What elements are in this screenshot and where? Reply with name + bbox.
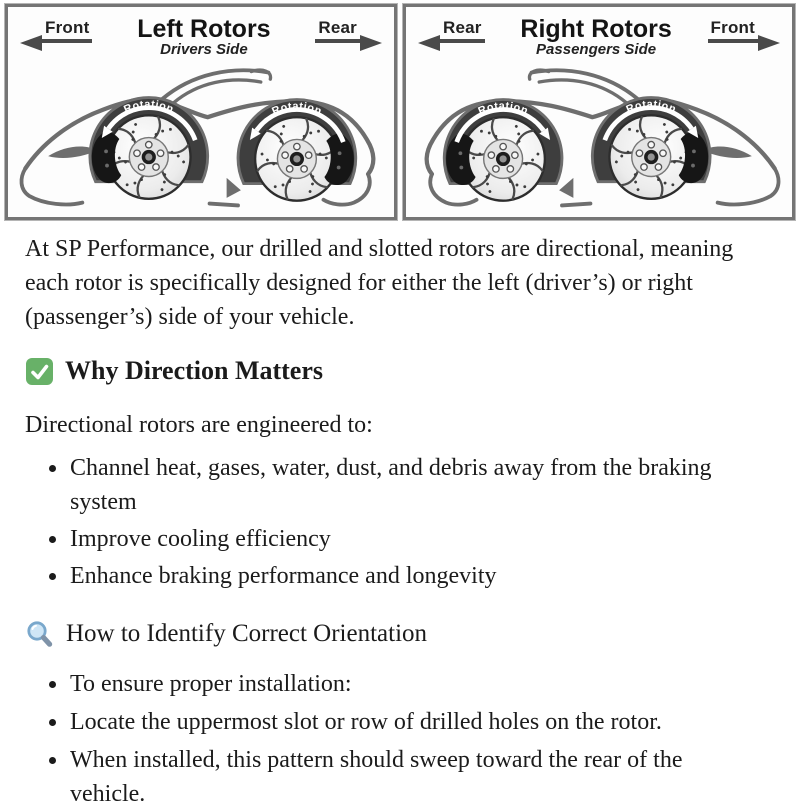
left-car-illustration <box>8 64 394 214</box>
front-direction-arrow-left-panel <box>20 18 92 43</box>
intro-paragraph: At SP Performance, our drilled and slotted rotors are directional, meaning each rotor is specifically designed for either the left (driver’s) or right (passenger’s) side of your vehicle. <box>25 236 734 330</box>
arrow-left-icon <box>418 35 440 51</box>
panel-title: Right Rotors <box>520 15 672 43</box>
list-item: • Locate the uppermost slot or row of drilled holes on the rotor. <box>69 705 760 739</box>
right-panel-title-block <box>520 16 671 58</box>
section-heading-identify-orientation <box>25 617 760 651</box>
rotation-label: Rotation <box>476 100 530 118</box>
front-label: Front <box>708 18 758 43</box>
right-panel-header <box>406 7 792 64</box>
front-label: Front <box>42 18 92 43</box>
list-item: • Improve cooling efficiency <box>69 522 760 556</box>
rear-direction-arrow-right-panel <box>418 18 485 43</box>
lead-text: Directional rotors are engineered to: <box>25 412 373 438</box>
list-item: • Enhance braking performance and longevity <box>69 559 760 593</box>
article-body <box>0 220 800 811</box>
rotation-label: Rotation <box>624 98 678 116</box>
right-rotors-panel <box>403 4 795 220</box>
arrow-right-icon <box>360 35 382 51</box>
front-direction-arrow-right-panel <box>708 18 780 43</box>
list-item: • Channel heat, gases, water, dust, and debris away from the braking system <box>69 451 760 519</box>
rotor-direction-diagram <box>5 4 795 220</box>
arrow-right-icon <box>758 35 780 51</box>
check-mark-button-icon <box>25 357 54 386</box>
magnifying-glass-icon <box>25 619 55 650</box>
rotation-label: Rotation <box>122 98 176 116</box>
list-item: • To ensure proper installation: <box>69 667 760 701</box>
list-item: • When installed, this pattern should sweep toward the rear of the vehicle. <box>69 743 760 811</box>
section-heading-why-direction-matters <box>25 354 760 388</box>
panel-title: Left Rotors <box>137 15 271 43</box>
left-panel-title-block <box>137 16 270 58</box>
benefits-list <box>25 451 760 593</box>
heading-text: How to Identify Correct Orientation <box>66 620 428 647</box>
rear-direction-arrow-left-panel <box>315 18 382 43</box>
rear-label: Rear <box>440 18 485 43</box>
heading-text: Why Direction Matters <box>65 356 324 385</box>
panel-subtitle: Passengers Side <box>536 41 657 59</box>
arrow-left-icon <box>20 35 42 51</box>
rear-label: Rear <box>315 18 360 43</box>
left-panel-header <box>8 7 394 64</box>
right-car-illustration <box>406 64 792 214</box>
panel-subtitle: Drivers Side <box>160 41 248 59</box>
orientation-steps-list <box>25 667 760 811</box>
left-rotors-panel <box>5 4 397 220</box>
rotation-label: Rotation <box>270 100 324 118</box>
